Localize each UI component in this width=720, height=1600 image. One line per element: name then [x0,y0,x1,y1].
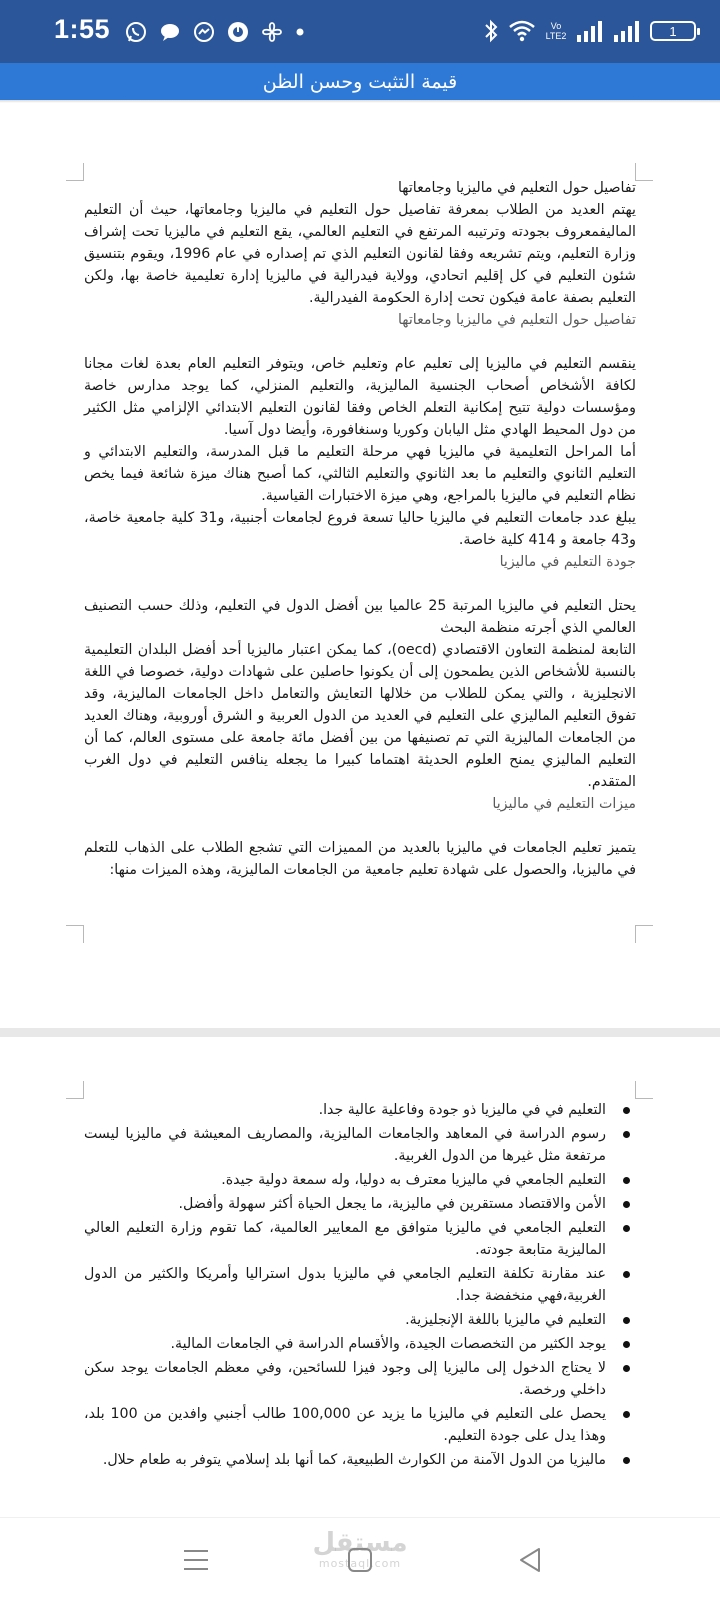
recent-apps-button[interactable] [166,1540,226,1580]
page-corner-mark [66,163,84,181]
notification-icons [124,18,306,46]
bullet-text: عند مقارنة تكلفة التعليم الجامعي في ماليزيا بدول استراليا وأمريكا والكثير من الدول الغربية،فهي منخفضة جدا. [84,1266,606,1304]
bullet-dot-icon [623,1271,630,1278]
menu-lines-icon [181,1547,211,1573]
bullet-text: يوجد الكثير من التخصصات الجيدة، والأقسام الدراسة في الجامعات المالية. [170,1336,606,1352]
watermark-arabic: مستقل [312,1528,408,1558]
bullet-text: رسوم الدراسة في المعاهد والجامعات الماليزية، والمصاريف المعيشة في ماليزيا ليست مرتفعة مثل غيرها من الدول الغربية. [84,1126,606,1164]
document-heading: تفاصيل حول التعليم في ماليزيا وجامعاتها [397,180,636,196]
bullet-item [84,1403,636,1447]
paragraph: يهتم العديد من الطلاب بمعرفة تفاصيل حول التعليم في ماليزيا وجامعاتها، حيث أن التعليم الماليفمعروف بجودته وترتيبه المرتفع في التعليم العالمي، يقع التعليم في ماليزيا تحت إشراف وزارة التعليم، ويتم تشريعه وفقا لقانون التعليم الذي تم إصداره في عام 1996، ويقوم بتنسيق شئون التعليم في كل إقليم اتحادي، وولاية فيدرالية في ماليزيا إدارة تعليمية خاصة بها، ولكن التعليم بصفة عامة فيكون تحت إدارة الحكومة الفيدرالية. [84,202,636,306]
whatsapp-icon [124,20,148,44]
bullet-item [84,1123,636,1167]
bullet-dot-icon [623,1177,630,1184]
empty-line [84,331,636,353]
home-button[interactable] [330,1540,390,1580]
bullet-item [84,1169,636,1191]
system-icons [483,16,696,46]
bullet-text: لا يحتاج الدخول إلى ماليزيا إلى وجود فيزا للسائحين، وفي معظم الجامعات يوجد سكن داخلي ورخصة. [84,1360,606,1398]
empty-line [84,815,636,837]
bullet-list[interactable] [84,1099,636,1473]
bullet-item [84,1309,636,1331]
page-corner-mark [635,1081,653,1099]
paragraph: ينقسم التعليم في ماليزيا إلى تعليم عام وتعليم خاص، ويتوفر التعليم العام بعدة لغات مجانا لكافة الأشخاص أصحاب الجنسية الماليزية، والتعليم المنزلي، كما يوجد مدارس خاصة ومؤسسات دولية تتيح إمكانية التعلم الخاص وفقا لقانون التعليم الابتدائي الإلزامي مثل الكثير من دول المحيط الهادي مثل اليابان وكوريا وسنغافورة، وأيضا دول آسيا. [84,356,636,438]
page-corner-mark [66,925,84,943]
bullet-item [84,1099,636,1121]
document-body-text[interactable] [84,177,636,881]
bullet-text: يحصل على التعليم في ماليزيا ما يزيد عن 100,000 طالب أجنبي وافدين من 100 بلد، وهذا يدل على جودة التعليم. [84,1406,607,1444]
battery-icon: 1 [650,21,696,41]
page-corner-mark [66,1081,84,1099]
signal-icon [576,19,604,43]
page-corner-mark [635,163,653,181]
bullet-dot-icon [623,1365,630,1372]
document-page-1[interactable] [0,103,720,1028]
bullet-text: ماليزيا من الدول الآمنة من الكوارث الطبيعية، كما أنها بلد إسلامي يتوفر به طعام حلال. [102,1452,606,1468]
bullet-dot-icon [623,1201,630,1208]
bullet-item [84,1193,636,1215]
signal-icon [613,19,641,43]
section-heading: تفاصيل حول التعليم في ماليزيا وجامعاتها [397,312,636,328]
empty-line [84,573,636,595]
document-title: قيمة التثبت وحسن الظن [262,70,458,93]
messenger-icon [192,20,216,44]
vpn-icon [226,20,250,44]
settings-icon [260,20,284,44]
bullet-item [84,1449,636,1471]
bullet-text: الأمن والاقتصاد مستقرين في ماليزية، ما يجعل الحياة أكثر سهولة وأفضل. [178,1196,606,1212]
bullet-dot-icon [623,1341,630,1348]
paragraph: التابعة لمنظمة التعاون الاقتصادي (oecd)، كما يمكن اعتبار ماليزيا أحد أفضل البلدان التعليمية بالنسبة للأشخاص الذين يطمحون إلى أن يكونوا حاصلين على شهادات دولية، خصوصا في اللغة الانجليزية ، والتي يمكن للطلاب من خلالها التعايش والتعامل داخل الجامعات الماليزية، وقد تفوق التعليم الماليزي على التعليم في العديد من الدول العربية و الشرق أوروبية، وهناك العديد من الجامعات الماليزية التي تم تصنيفها من بين أفضل مائة جامعة على مستوى العالم، كما أن التعليم الماليزي يمنح العلوم الحديثة اهتماما كبيرا ما يجعله ينافس التعليم في دول الغرب المتقدم. [84,642,636,790]
bullet-item [84,1357,636,1401]
bluetooth-icon [483,18,499,44]
back-triangle-icon [515,1545,545,1575]
bullet-item [84,1217,636,1261]
watermark-english: mostaql.com [318,1557,402,1570]
wifi-icon [508,19,536,43]
status-bar [0,0,720,63]
paragraph: أما المراحل التعليمية في ماليزيا فهي مرحلة التعليم ما قبل المدرسة، والتعليم الابتدائي و التعليم الثانوي والتعليم ما بعد الثانوي والتعليم الثالثي، كما أصبح هناك ميزة شائعة فيما يخص نظام التعليم في ماليزيا بالمراجع، وهي ميزة الاختبارات القياسية. [84,444,636,504]
bullet-dot-icon [623,1107,630,1114]
section-heading: جودة التعليم في ماليزيا [499,554,636,570]
paragraph: يحتل التعليم في ماليزيا المرتبة 25 عالميا بين أفضل الدول في التعليم، وذلك حسب التصنيف العالمي الذي أجرته منظمة البحث [84,598,636,636]
bullet-dot-icon [623,1457,630,1464]
paragraph: يتميز تعليم الجامعات في ماليزيا بالعديد من المميزات التي تشجع الطلاب على الذهاب للتعلم في ماليزيا، والحصول على شهادة تعليم جامعية من الجامعات الماليزية، وهذه الميزات منها: [84,840,636,878]
navigation-bar [0,1517,720,1600]
volte-icon: Vo LTE2 [545,21,567,41]
chat-bubble-icon [158,20,182,44]
bullet-item [84,1263,636,1307]
dot-icon [294,20,306,44]
bullet-dot-icon [623,1131,630,1138]
back-button[interactable] [500,1540,560,1580]
bullet-text: التعليم في ماليزيا باللغة الإنجليزية. [405,1312,606,1328]
bullet-text: التعليم الجامعي في ماليزيا متوافق مع المعايير العالمية، كما تقوم وزارة التعليم العالي الماليزية متابعة جودته. [84,1220,606,1258]
document-page-2[interactable] [0,1037,720,1517]
bullet-dot-icon [623,1225,630,1232]
status-time: 1:55 [54,14,111,44]
home-square-icon [345,1545,375,1575]
document-title-bar[interactable] [0,63,720,100]
page-separator [0,1028,720,1037]
bullet-dot-icon [623,1411,630,1418]
bullet-text: التعليم في في ماليزيا ذو جودة وفاعلية عالية جدا. [318,1102,606,1118]
paragraph: يبلغ عدد جامعات التعليم في ماليزيا حاليا تسعة فروع لجامعات أجنبية، و31 كلية جامعية خاصة، و43 جامعة و 414 كلية خاصة. [84,510,636,548]
bullet-item [84,1333,636,1355]
page-corner-mark [635,925,653,943]
bullet-text: التعليم الجامعي في ماليزيا معترف به دوليا، وله سمعة دولية جيدة. [221,1172,606,1188]
bullet-dot-icon [623,1317,630,1324]
section-heading: ميزات التعليم في ماليزيا [492,796,636,812]
